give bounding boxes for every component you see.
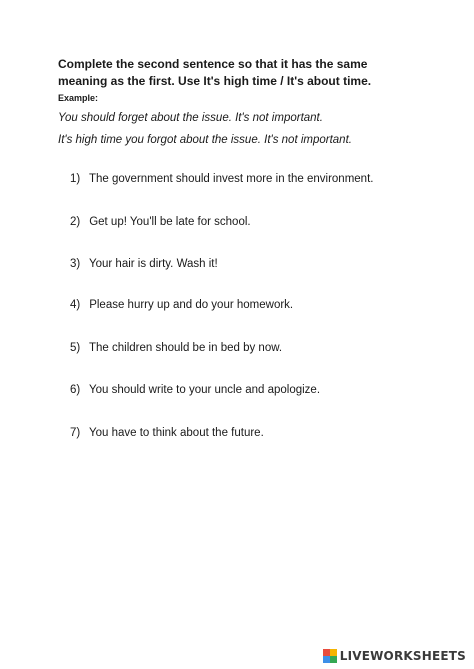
exercise-item-6 [70, 384, 320, 396]
item-text: You have to think about the future. [89, 427, 264, 439]
item-number: 7) [70, 427, 81, 439]
item-number: 6) [70, 384, 81, 396]
exercise-item-1 [70, 173, 373, 185]
item-number: 4) [70, 299, 81, 311]
item-number: 3) [70, 258, 81, 270]
item-text: You should write to your uncle and apologize. [89, 384, 321, 396]
exercise-item-7 [70, 427, 264, 439]
exercise-item-2 [70, 216, 251, 228]
item-number: 1) [70, 173, 81, 185]
liveworksheets-logo-icon [323, 649, 337, 663]
logo-text: LIVEWORKSHEETS [339, 649, 466, 663]
example-rewritten-sentence: It's high time you forgot about the issue. It's not important. [58, 134, 352, 146]
item-number: 2) [70, 216, 81, 228]
item-text: Your hair is dirty. Wash it! [89, 258, 218, 270]
item-text: The children should be in bed by now. [89, 342, 283, 354]
item-text: The government should invest more in the environment. [89, 173, 374, 185]
item-number: 5) [70, 342, 81, 354]
instructions-heading: Complete the second sentence so that it has the same meaning as the first. Use It's high time / It's about time. [58, 57, 372, 88]
example-original-sentence: You should forget about the issue. It's not important. [58, 112, 323, 124]
liveworksheets-logo [323, 649, 466, 663]
exercise-item-4 [70, 299, 293, 311]
item-text: Please hurry up and do your homework. [89, 299, 294, 311]
exercise-item-5 [70, 342, 282, 354]
exercise-item-3 [70, 258, 218, 270]
item-text: Get up! You'll be late for school. [89, 216, 251, 228]
example-label: Example: [58, 93, 99, 103]
